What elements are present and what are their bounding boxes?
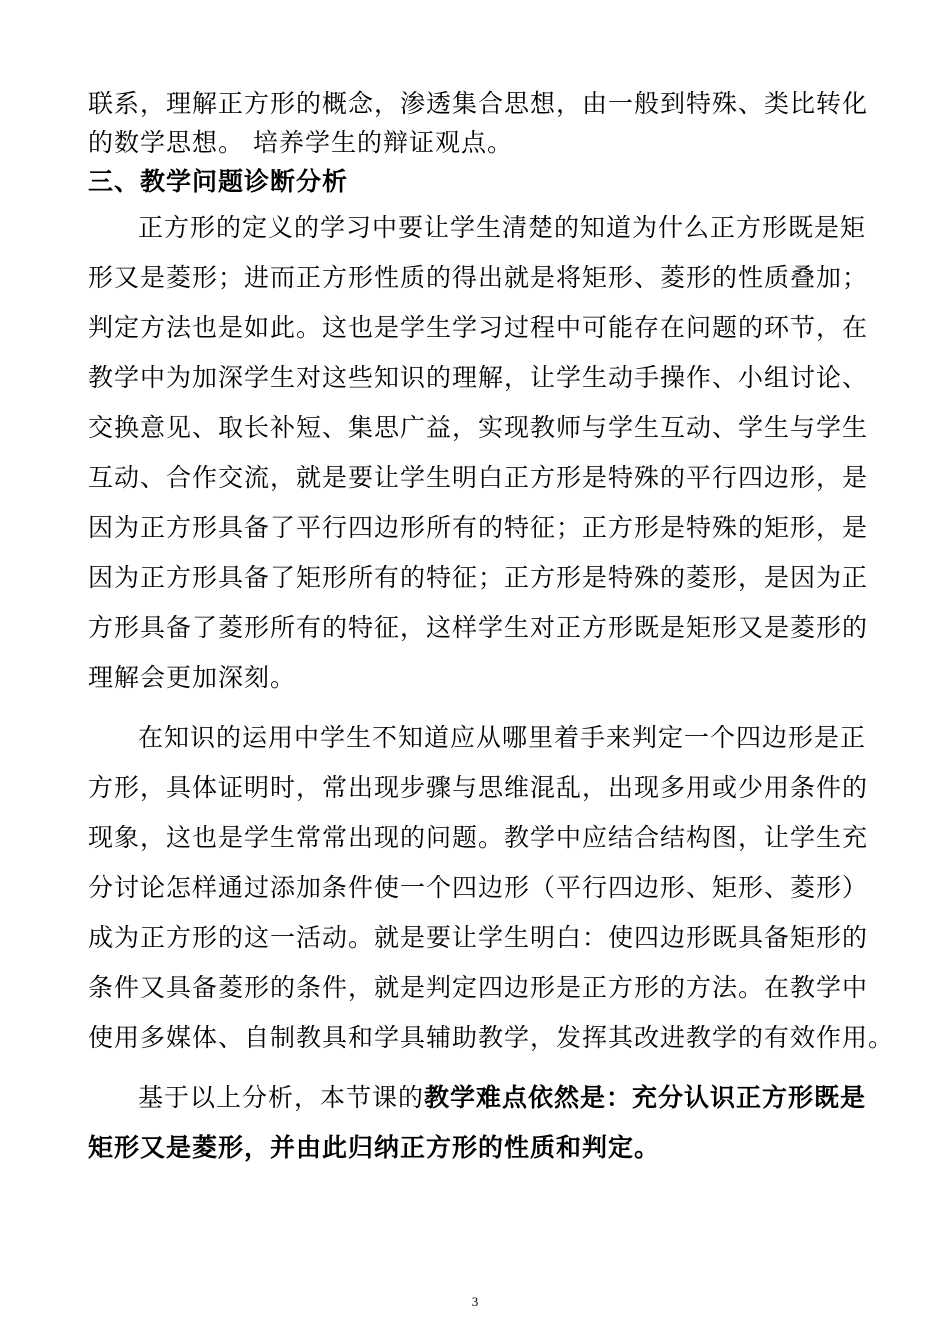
- section-heading: 三、教学问题诊断分析: [88, 167, 349, 196]
- intro-line-1: 联系，理解正方形的概念，渗透集合思想，由一般到特殊、类比转化: [88, 89, 869, 118]
- paragraph3-line-1: [88, 1082, 866, 1114]
- paragraph-spacer: [88, 712, 866, 722]
- paragraph2-line-6: 条件又具备菱形的条件，就是判定四边形是正方形的方法。在教学中: [88, 973, 869, 1002]
- paragraph1-line-9: 方形具备了菱形所有的特征，这样学生对正方形既是矩形又是菱形的: [88, 613, 869, 642]
- paragraph3-emphasis-1: 教学难点依然是：充分认识正方形既是: [424, 1083, 867, 1112]
- paragraph2-line-7: 使用多媒体、自制教具和学具辅助教学，发挥其改进教学的有效作用。: [88, 1023, 895, 1052]
- paragraph3-prefix: 基于以上分析，本节课的: [138, 1083, 425, 1112]
- paragraph1-line-10: 理解会更加深刻。: [88, 663, 297, 692]
- paragraph2-line-4: 分讨论怎样通过添加条件使一个四边形（平行四边形、矩形、菱形）: [88, 873, 869, 902]
- paragraph1-line-6: 互动、合作交流，就是要让学生明白正方形是特殊的平行四边形，是: [88, 463, 869, 492]
- paragraph1-line-4: 教学中为加深学生对这些知识的理解，让学生动手操作、小组讨论、: [88, 363, 869, 392]
- paragraph1-line-3: 判定方法也是如此。这也是学生学习过程中可能存在问题的环节，在: [88, 313, 869, 342]
- paragraph2-line-1: 在知识的运用中学生不知道应从哪里着手来判定一个四边形是正: [138, 723, 867, 752]
- paragraph1-line-5: 交换意见、取长补短、集思广益，实现教师与学生互动、学生与学生: [88, 413, 869, 442]
- paragraph3-emphasis-2: 矩形又是菱形，并由此归纳正方形的性质和判定。: [88, 1133, 661, 1162]
- paragraph1-line-8: 因为正方形具备了矩形所有的特征；正方形是特殊的菱形，是因为正: [88, 563, 869, 592]
- document-body: [88, 88, 895, 1182]
- paragraph1-line-1: 正方形的定义的学习中要让学生清楚的知道为什么正方形既是矩: [138, 213, 867, 242]
- paragraph2-line-2: 方形，具体证明时，常出现步骤与思维混乱，出现多用或少用条件的: [88, 773, 869, 802]
- page-number: 3: [471, 1294, 479, 1309]
- intro-line-2: 的数学思想。 培养学生的辩证观点。: [88, 128, 513, 157]
- paragraph2-line-3: 现象，这也是学生常常出现的问题。教学中应结合结构图，让学生充: [88, 823, 869, 852]
- paragraph1-line-2: 形又是菱形；进而正方形性质的得出就是将矩形、菱形的性质叠加；: [88, 263, 869, 292]
- paragraph2-line-5: 成为正方形的这一活动。就是要让学生明白：使四边形既具备矩形的: [88, 923, 869, 952]
- paragraph-spacer: [88, 1072, 866, 1082]
- paragraph1-line-7: 因为正方形具备了平行四边形所有的特征；正方形是特殊的矩形，是: [88, 513, 869, 542]
